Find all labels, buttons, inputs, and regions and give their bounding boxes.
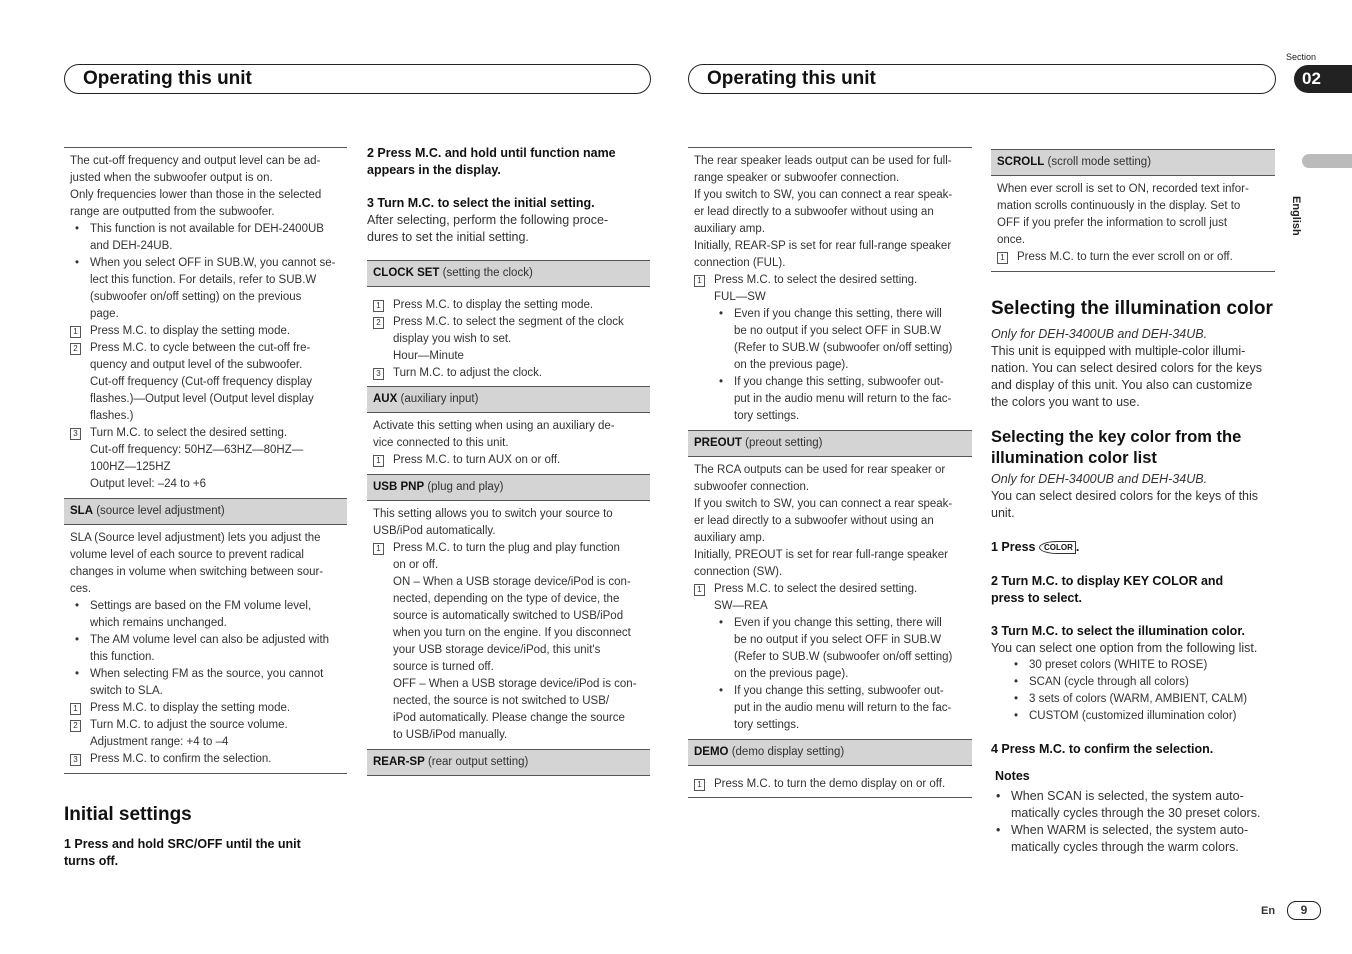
step-line: Output level: –24 to +6 <box>90 478 207 490</box>
step-number: 3 <box>373 368 384 380</box>
section-label: Section <box>1286 52 1317 62</box>
rear-text <box>694 153 966 272</box>
step-line: ON – When a USB storage device/iPod is con- <box>393 576 631 588</box>
text-line: dures to set the initial setting. <box>367 230 529 244</box>
option-item <box>1009 657 1275 674</box>
step-line: Press M.C. to select the segment of the clock <box>393 316 624 328</box>
bullet-item <box>70 255 341 323</box>
step-line: source is automatically switched to USB/iPod <box>393 610 624 622</box>
step-line: on or off. <box>393 559 439 571</box>
sla-heading <box>64 499 347 525</box>
sla-steps <box>70 700 341 768</box>
numbered-step <box>373 540 644 744</box>
step-line: Press M.C. to confirm the selection. <box>90 753 272 765</box>
key-step-3: 3 Turn M.C. to select the illumination color. <box>991 624 1245 638</box>
step-line: press to select. <box>991 591 1083 605</box>
left-header-title: Operating this unit <box>83 68 252 89</box>
scroll-step <box>997 249 1269 266</box>
bullet-line: tory settings. <box>734 410 800 422</box>
numbered-step <box>70 700 341 717</box>
bullet-item <box>714 374 966 425</box>
text-line: subwoofer connection. <box>694 481 810 493</box>
step-line: Turn M.C. to select the desired setting. <box>90 427 288 439</box>
after-text <box>367 212 650 246</box>
demo-title: DEMO <box>694 746 729 758</box>
step-line: flashes.) <box>90 410 134 422</box>
bullet-line: this function. <box>90 651 155 663</box>
step-line: Press M.C. to display the setting mode. <box>393 299 594 311</box>
step-2 <box>367 145 650 179</box>
step-line: nected, depending on the type of device, the <box>393 593 620 605</box>
step-line: 2 Turn M.C. to display KEY COLOR and <box>991 574 1224 588</box>
text-line: er lead directly to a subwoofer without using an <box>694 206 934 218</box>
step-line: turns off. <box>64 854 119 868</box>
bullet-line: • If you change this setting, subwoofer out- <box>734 685 944 697</box>
scroll-box <box>991 176 1275 272</box>
title-line: Selecting the key color from the <box>991 428 1242 446</box>
step-line: Press M.C. to display the setting mode. <box>90 702 291 714</box>
step-line: Press M.C. to cycle between the cut-off fre- <box>90 342 311 354</box>
aux-step <box>373 452 644 469</box>
bullet-line: • SCAN (cycle through all colors) <box>1029 676 1189 688</box>
bullet-line: put in the audio menu will return to the fac- <box>734 393 952 405</box>
usb-box <box>367 501 650 750</box>
numbered-step <box>373 452 644 469</box>
bullet-line: be no output if you select OFF in SUB.W <box>734 634 942 646</box>
right-section-header <box>688 64 1276 94</box>
step-number: 2 <box>373 317 384 329</box>
step-number: 1 <box>694 779 705 791</box>
step-line: Turn M.C. to adjust the clock. <box>393 367 543 379</box>
step-line: quency and output level of the subwoofer. <box>90 359 303 371</box>
left-section-header <box>64 64 651 94</box>
step-number: 1 <box>373 300 384 312</box>
rear-bullets <box>694 306 966 425</box>
aux-desc: (auxiliary input) <box>400 393 479 405</box>
text-line: Only frequencies lower than those in the selected <box>70 189 322 201</box>
text-line: er lead directly to a subwoofer without using an <box>694 515 934 527</box>
aux-heading <box>367 387 650 413</box>
step-number: 1 <box>70 326 81 338</box>
numbered-step <box>694 272 966 306</box>
step-number: 1 <box>373 455 384 467</box>
bullet-line: on the previous page). <box>734 668 849 680</box>
option-item <box>1009 708 1275 725</box>
step-number: 3 <box>70 428 81 440</box>
bullet-line: • Settings are based on the FM volume level, <box>90 600 312 612</box>
text-line: Activate this setting when using an auxiliary de- <box>373 420 615 432</box>
step-line: flashes.)—Output level (Output level display <box>90 393 314 405</box>
preout-heading <box>688 431 972 457</box>
bullet-line: lect this function. For details, refer to SUB.W <box>90 274 317 286</box>
bullet-line: (Refer to SUB.W (subwoofer on/off setting) <box>734 342 953 354</box>
step-line: SW—REA <box>714 600 768 612</box>
scroll-desc: (scroll mode setting) <box>1047 156 1152 168</box>
text-line: connection (FUL). <box>694 257 786 269</box>
column-2 <box>367 145 650 776</box>
rear-sp-heading <box>367 750 650 776</box>
key-step-3-text: You can select one option from the following list. <box>991 641 1258 655</box>
bullet-line: • When selecting FM as the source, you cannot <box>90 668 324 680</box>
text-line: volume level of each source to prevent radical <box>70 549 304 561</box>
step-line: source is turned off. <box>393 661 494 673</box>
preout-box <box>688 457 972 740</box>
language-tab-label: English <box>1290 196 1302 236</box>
preout-text <box>694 462 966 581</box>
bullet-item <box>714 306 966 374</box>
aux-text <box>373 418 644 452</box>
text-line: auxiliary amp. <box>694 532 765 544</box>
step-line: Cut-off frequency (Cut-off frequency display <box>90 376 313 388</box>
initial-settings-title: Initial settings <box>64 804 192 825</box>
step-number: 2 <box>70 343 81 355</box>
preout-title: PREOUT <box>694 437 742 449</box>
text-line: the colors you want to use. <box>991 395 1140 409</box>
step-line: OFF – When a USB storage device/iPod is con- <box>393 678 637 690</box>
subwoofer-steps <box>70 323 341 493</box>
step-line: display you wish to set. <box>393 333 512 345</box>
bullet-line: • The AM volume level can also be adjusted with <box>90 634 330 646</box>
initial-step-1 <box>64 836 347 870</box>
sla-desc: (source level adjustment) <box>96 505 225 517</box>
sla-bullets <box>70 598 341 700</box>
step-line: iPod automatically. Please change the source <box>393 712 625 724</box>
numbered-step <box>70 717 341 751</box>
text-line: SLA (Source level adjustment) lets you adjust the <box>70 532 321 544</box>
text-line: connection (SW). <box>694 566 783 578</box>
bullet-line: (Refer to SUB.W (subwoofer on/off setting) <box>734 651 953 663</box>
bullet-line: • When you select OFF in SUB.W, you cannot se- <box>90 257 336 269</box>
note-item <box>991 788 1275 822</box>
sla-text <box>70 530 341 598</box>
step-line: 1 Press and hold SRC/OFF until the unit <box>64 837 301 851</box>
step-line: Hour—Minute <box>393 350 464 362</box>
usb-desc: (plug and play) <box>427 481 504 493</box>
rear-desc: (rear output setting) <box>427 756 529 768</box>
step-line: to USB/iPod manually. <box>393 729 508 741</box>
bullet-line: switch to SLA. <box>90 685 163 697</box>
page-number: 9 <box>1287 901 1321 920</box>
rear-step <box>694 272 966 306</box>
bullet-line: • When WARM is selected, the system auto- <box>1011 823 1249 837</box>
step-line: Press M.C. to turn the plug and play function <box>393 542 620 554</box>
footer-lang: En <box>1261 905 1276 917</box>
step-line: FUL—SW <box>714 291 766 303</box>
color-button-icon: COLOR <box>1039 541 1076 554</box>
text-line: OFF if you prefer the information to scroll just <box>997 217 1228 229</box>
bullet-line: be no output if you select OFF in SUB.W <box>734 325 942 337</box>
sla-title: SLA <box>70 505 93 517</box>
illumination-only: Only for DEH-3400UB and DEH-34UB. <box>991 327 1208 341</box>
numbered-step <box>70 425 341 493</box>
step-line: 100HZ—125HZ <box>90 461 171 473</box>
bullet-item <box>70 666 341 700</box>
option-item <box>1009 674 1275 691</box>
text-line: changes in volume when switching between sour- <box>70 566 324 578</box>
key-step-1-label: 1 Press <box>991 540 1036 554</box>
step-number: 2 <box>70 720 81 732</box>
text-line: unit. <box>991 506 1015 520</box>
language-tab-marker <box>1302 154 1352 168</box>
illumination-title: Selecting the illumination color <box>991 298 1273 319</box>
section-number-badge: 02 <box>1294 65 1352 93</box>
preout-bullets <box>694 615 966 734</box>
key-color-title <box>991 427 1275 469</box>
bullet-item <box>70 632 341 666</box>
step-number: 1 <box>694 584 705 596</box>
demo-desc: (demo display setting) <box>731 746 845 758</box>
numbered-step <box>694 581 966 615</box>
subwoofer-settings-box <box>64 147 347 499</box>
demo-heading <box>688 740 972 766</box>
text-line: nation. You can select desired colors for the keys <box>991 361 1262 375</box>
text-line: This unit is equipped with multiple-color illumi- <box>991 344 1246 358</box>
aux-title: AUX <box>373 393 398 405</box>
bullet-line: • This function is not available for DEH-2400UB <box>90 223 324 235</box>
numbered-step <box>373 314 644 365</box>
text-line: The cut-off frequency and output level can be ad- <box>70 155 321 167</box>
title-line: illumination color list <box>991 449 1157 467</box>
bullet-line: • Even if you change this setting, there will <box>734 308 942 320</box>
bullet-line: • CUSTOM (customized illumination color) <box>1029 710 1237 722</box>
step-line: Press M.C. to turn the demo display on or off. <box>714 778 946 790</box>
bullet-item <box>70 221 341 255</box>
text-line: Initially, REAR-SP is set for rear full-range speaker <box>694 240 952 252</box>
step-line: Press M.C. to turn the ever scroll on or off. <box>1017 251 1233 263</box>
bullet-line: matically cycles through the warm colors. <box>1011 840 1239 854</box>
usb-step <box>373 540 644 744</box>
step-number: 1 <box>694 275 705 287</box>
step-line: Adjustment range: +4 to –4 <box>90 736 229 748</box>
bullet-item <box>70 598 341 632</box>
step-number: 3 <box>70 754 81 766</box>
bullet-line: • 30 preset colors (WHITE to ROSE) <box>1029 659 1208 671</box>
step-line: appears in the display. <box>367 163 501 177</box>
numbered-step <box>694 776 966 793</box>
text-line: justed when the subwoofer output is on. <box>70 172 273 184</box>
clock-set-heading <box>367 260 650 287</box>
step-line: Press M.C. to select the desired setting. <box>714 274 918 286</box>
text-line: You can select desired colors for the keys of this <box>991 489 1259 503</box>
column-4 <box>991 149 1275 856</box>
option-item <box>1009 691 1275 708</box>
demo-step <box>694 776 966 793</box>
key-step-4: 4 Press M.C. to confirm the selection. <box>991 742 1214 756</box>
bullet-line: tory settings. <box>734 719 800 731</box>
text-line: range are outputted from the subwoofer. <box>70 206 275 218</box>
key-step-2 <box>991 573 1275 607</box>
step-3: 3 Turn M.C. to select the initial setting. <box>367 196 595 210</box>
text-line: and display of this unit. You also can customize <box>991 378 1253 392</box>
column-1 <box>64 147 347 870</box>
step-line: Turn M.C. to adjust the source volume. <box>90 719 288 731</box>
step-line: nected, the source is not switched to USB/ <box>393 695 610 707</box>
step-number: 1 <box>373 543 384 555</box>
text-line: If you switch to SW, you can connect a rear speak- <box>694 189 953 201</box>
clock-title: CLOCK SET <box>373 267 440 279</box>
demo-box <box>688 766 972 798</box>
notes-title: Notes <box>995 769 1030 783</box>
text-line: When ever scroll is set to ON, recorded text infor- <box>997 183 1249 195</box>
text-line: Initially, PREOUT is set for rear full-range speaker <box>694 549 948 561</box>
key-text <box>991 488 1275 522</box>
scroll-title: SCROLL <box>997 156 1045 168</box>
text-line: The rear speaker leads output can be used for full- <box>694 155 952 167</box>
numbered-step <box>997 249 1269 266</box>
text-line: mation scrolls continuously in the display. Set to <box>997 200 1241 212</box>
step-number: 1 <box>997 252 1008 264</box>
scroll-text <box>997 181 1269 249</box>
bullet-item <box>714 615 966 683</box>
bullet-line: (subwoofer on/off setting) on the previous <box>90 291 302 303</box>
numbered-step <box>70 340 341 425</box>
step-line: Press M.C. to display the setting mode. <box>90 325 291 337</box>
rear-sp-box <box>688 147 972 431</box>
preout-desc: (preout setting) <box>745 437 823 449</box>
text-line: If you switch to SW, you can connect a rear speak- <box>694 498 953 510</box>
clock-steps <box>367 287 650 387</box>
bullet-line: on the previous page). <box>734 359 849 371</box>
bullet-line: put in the audio menu will return to the fac- <box>734 702 952 714</box>
text-line: ces. <box>70 583 92 595</box>
text-line: This setting allows you to switch your source to <box>373 508 613 520</box>
aux-box <box>367 413 650 475</box>
text-line: once. <box>997 234 1026 246</box>
numbered-step <box>70 323 341 340</box>
notes-list <box>991 788 1275 856</box>
preout-step <box>694 581 966 615</box>
bullet-line: • 3 sets of colors (WARM, AMBIENT, CALM) <box>1029 693 1248 705</box>
step-line: Press M.C. to turn AUX on or off. <box>393 454 561 466</box>
bullet-line: which remains unchanged. <box>90 617 227 629</box>
sla-box <box>64 525 347 774</box>
usb-title: USB PNP <box>373 481 425 493</box>
step-line: 2 Press M.C. and hold until function name <box>367 146 616 160</box>
bullet-line: • If you change this setting, subwoofer out- <box>734 376 944 388</box>
key-step-1: 1 Press COLOR . <box>991 540 1080 554</box>
step-line: when you turn on the engine. If you disconnect <box>393 627 631 639</box>
text-line: USB/iPod automatically. <box>373 525 496 537</box>
text-line: The RCA outputs can be used for rear speaker or <box>694 464 946 476</box>
bullet-line: page. <box>90 308 119 320</box>
usb-text <box>373 506 644 540</box>
text-line: auxiliary amp. <box>694 223 765 235</box>
note-item <box>991 822 1275 856</box>
bullet-item <box>714 683 966 734</box>
clock-desc: (setting the clock) <box>442 267 533 279</box>
step-line: your USB storage device/iPod, this unit's <box>393 644 601 656</box>
step-number: 1 <box>70 703 81 715</box>
bullet-line: • When SCAN is selected, the system auto- <box>1011 789 1244 803</box>
text-line: After selecting, perform the following proce- <box>367 213 609 227</box>
rear-title: REAR-SP <box>373 756 425 768</box>
text-line: range speaker or subwoofer connection. <box>694 172 900 184</box>
column-3 <box>688 147 972 798</box>
right-header-title: Operating this unit <box>707 68 876 89</box>
step-line: Press M.C. to select the desired setting. <box>714 583 918 595</box>
numbered-step <box>373 297 644 314</box>
key-options <box>991 657 1275 725</box>
numbered-step <box>70 751 341 768</box>
key-only: Only for DEH-3400UB and DEH-34UB. <box>991 472 1208 486</box>
text-line: vice connected to this unit. <box>373 437 509 449</box>
illumination-text <box>991 343 1275 411</box>
intro-text <box>70 153 341 221</box>
scroll-heading <box>991 149 1275 176</box>
step-line: Cut-off frequency: 50HZ—63HZ—80HZ— <box>90 444 304 456</box>
numbered-step <box>373 365 644 382</box>
usb-pnp-heading <box>367 475 650 501</box>
bullet-line: • Even if you change this setting, there will <box>734 617 942 629</box>
bullet-line: matically cycles through the 30 preset colors. <box>1011 806 1261 820</box>
bullet-line: and DEH-24UB. <box>90 240 173 252</box>
intro-bullets <box>70 221 341 323</box>
